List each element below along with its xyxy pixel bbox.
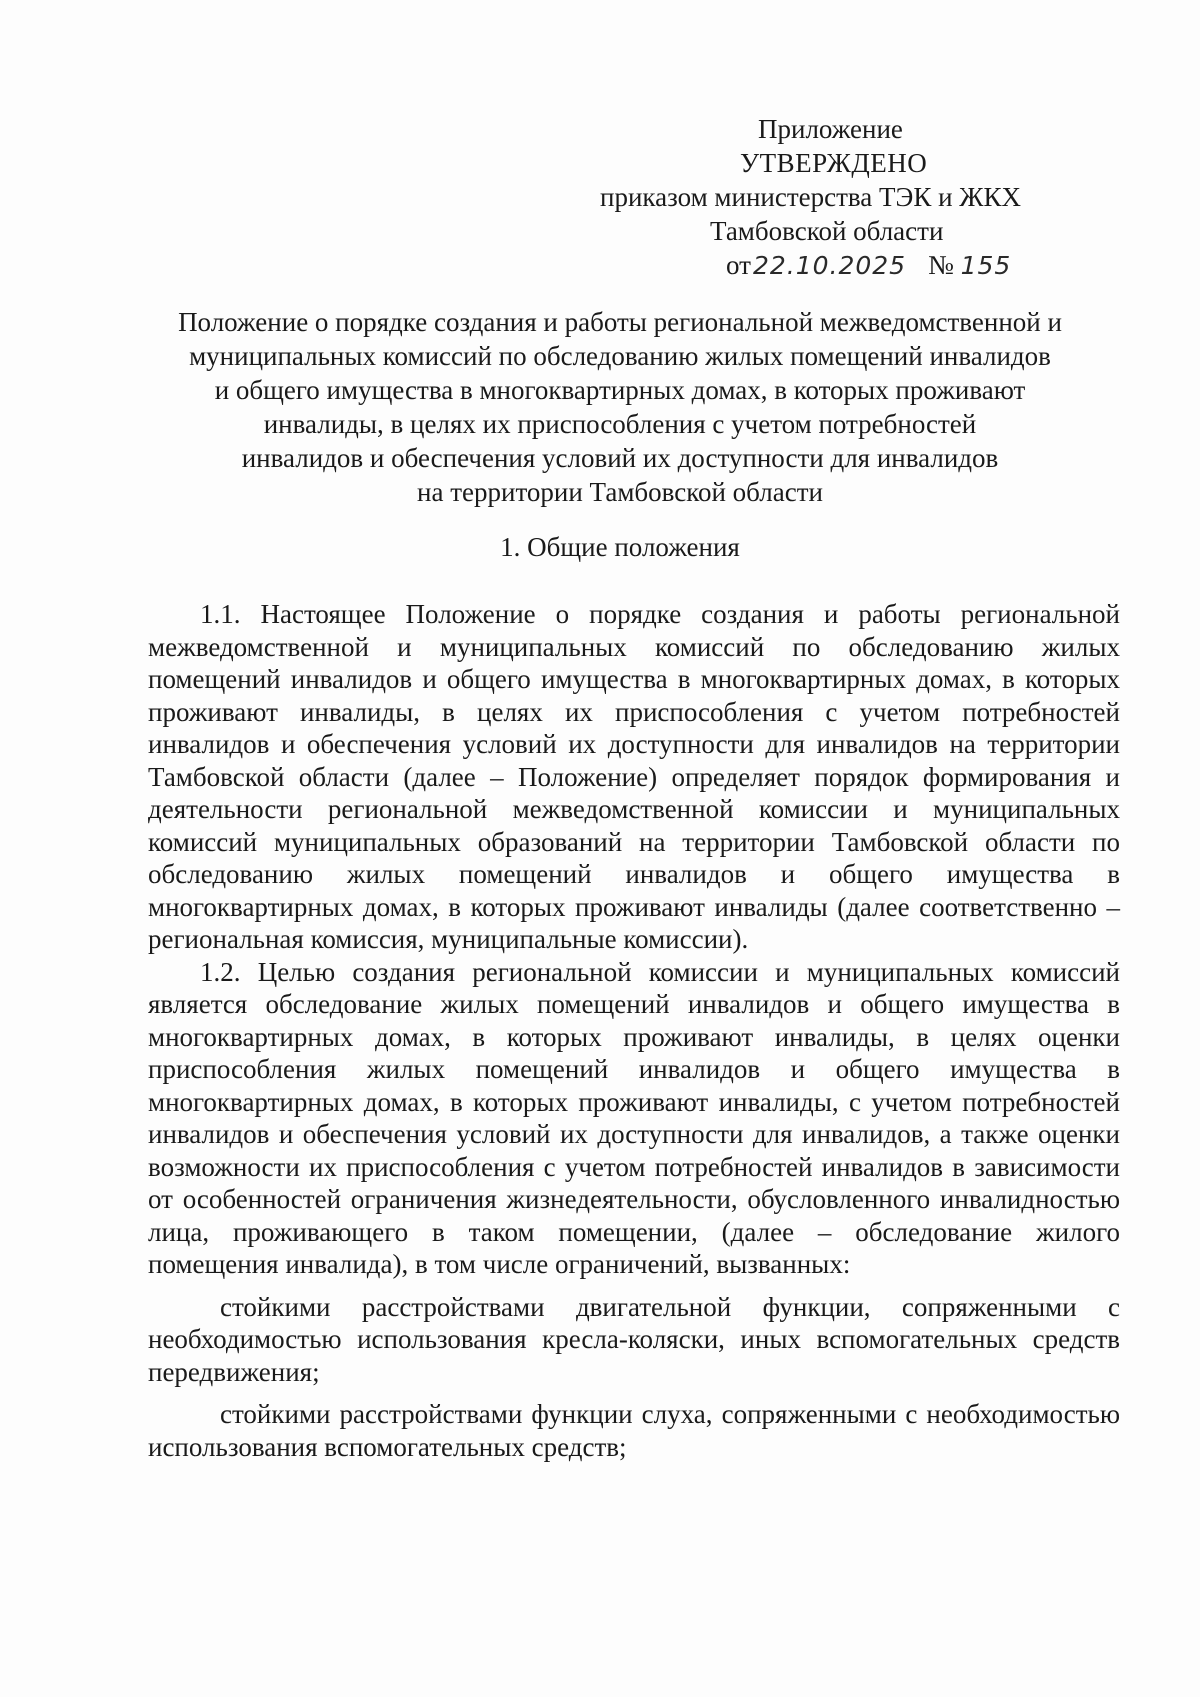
paragraph-1-1: 1.1. Настоящее Положение о порядке создания и работы региональной межведомственной и муниципальных комиссий по обследованию жилых помещений инвалидов и общего имущества в многоквартирных домах, в которых проживают инвалиды, в целях их приспособления с учетом потребностей инвалидов и обеспечения условий их доступности для инвалидов на территории Тамбовской области (далее – Положение) определяет порядок формирования и деятельности региональной межведомственной комиссии и муниципальных комиссий муниципальных образований на территории Тамбовской области по обследованию жилых помещений инвалидов и общего имущества в многоквартирных домах, в которых проживают инвалиды (далее соответственно – региональная комиссия, муниципальные комиссии). [148, 599, 1120, 954]
date-prefix: от [726, 250, 751, 280]
title-line: инвалидов и обеспечения условий их доступности для инвалидов [241, 443, 999, 473]
appendix-label: Приложение [758, 114, 903, 144]
handwritten-date: 22.10.2025 [752, 251, 907, 280]
approval-block [600, 112, 1080, 283]
document-title [140, 305, 1100, 509]
number-prefix: № [928, 250, 954, 280]
list-item: стойкими расстройствами функции слуха, сопряженными с необходимостью использования вспомогательных средств; [148, 1399, 1120, 1462]
title-line: и общего имущества в многоквартирных домах, в которых проживают [214, 375, 1026, 405]
document-body [148, 598, 1120, 1463]
title-line: Положение о порядке создания и работы региональной межведомственной и [178, 307, 1062, 337]
order-authority: приказом министерства ТЭК и ЖКХ [600, 182, 1022, 212]
handwritten-number: 155 [960, 251, 1012, 280]
list-item: стойкими расстройствами двигательной функции, сопряженными с необходимостью использования кресла-коляски, иных вспомогательных средств передвижения; [148, 1291, 1120, 1387]
approved-label: УТВЕРЖДЕНО [740, 148, 928, 178]
order-date-number [600, 248, 1080, 283]
title-line: инвалиды, в целях их приспособления с учетом потребностей [263, 409, 977, 439]
order-region: Тамбовской области [710, 216, 944, 246]
paragraph-1-2: 1.2. Целью создания региональной комиссии и муниципальных комиссий является обследование жилых помещений инвалидов и общего имущества в многоквартирных домах, в которых проживают инвалиды, в целях оценки приспособления жилых помещений инвалидов и общего имущества в многоквартирных домах, в которых проживают инвалиды, с учетом потребностей инвалидов и обеспечения условий их доступности для инвалидов, а также оценки возможности их приспособления с учетом потребностей инвалидов в зависимости от особенностей ограничения жизнедеятельности, обусловленного инвалидностью лица, проживающего в таком помещении, (далее – обследование жилого помещения инвалида), в том числе ограничений, вызванных: [148, 956, 1120, 1279]
title-line: муниципальных комиссий по обследованию жилых помещений инвалидов [189, 341, 1051, 371]
title-line: на территории Тамбовской области [417, 477, 823, 507]
section-heading: 1. Общие положения [500, 532, 740, 562]
